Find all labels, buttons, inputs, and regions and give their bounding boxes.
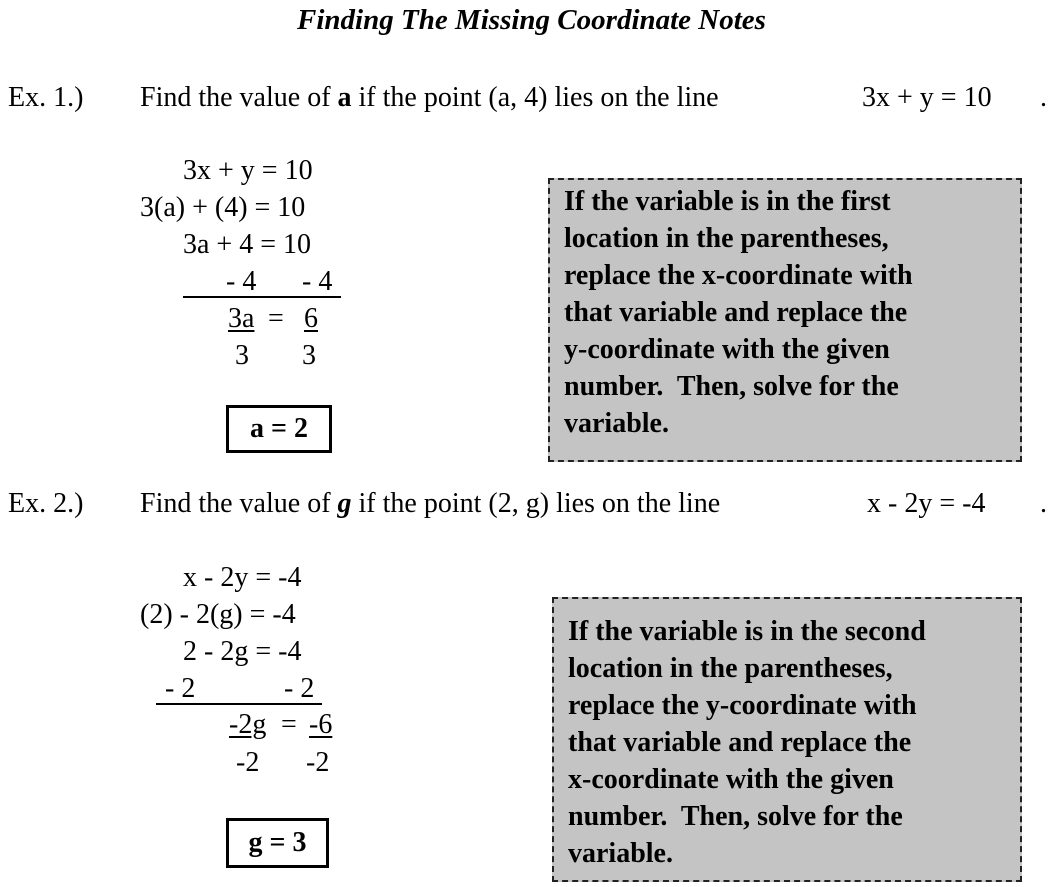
ex2-step-1: x - 2y = -4 [183,562,302,593]
example-1-prompt-after: if the point (a, 4) lies on the line [351,82,719,113]
ex2-note-box: If the variable is in the second location in the parentheses, replace the y-coordinate with that variable and replace the x-coordinate with the given number. Then, solve for the variable. [552,597,1022,882]
ex1-subtraction-rule [183,296,341,298]
ex1-step-5-right: 6 [304,303,318,334]
ex2-answer: g = 3 [248,827,307,858]
ex2-step-5-right: -6 [309,709,333,740]
example-1-prompt [140,84,719,112]
ex2-step-4-right: - 2 [284,673,315,704]
ex1-step-4-right: - 4 [302,266,333,297]
ex1-step-5-equals: = [268,303,284,334]
ex1-step-6-right: 3 [302,340,316,371]
ex2-step-5-equals: = [281,709,297,740]
ex1-step-5-left: 3a [228,303,255,334]
ex1-note-box: If the variable is in the first location in the parentheses, replace the x-coordinate with that variable and replace the y-coordinate with the given number. Then, solve for the variable. [548,178,1022,462]
example-2-line-equation: x - 2y = -4 [867,488,986,519]
example-1-variable: a [337,82,352,113]
example-2-prompt-after: if the point (2, g) lies on the line [351,488,721,519]
example-1-label: Ex. 1.) [8,82,84,113]
ex2-step-2: (2) - 2(g) = -4 [140,599,296,630]
ex2-step-6-left: -2 [236,747,260,778]
ex2-step-5-left: -2g [229,709,267,740]
ex1-step-2: 3(a) + (4) = 10 [140,192,306,223]
ex2-subtraction-rule [156,703,322,705]
example-2-label: Ex. 2.) [8,488,84,519]
ex2-step-4-left: - 2 [165,673,196,704]
ex1-answer-box [226,405,332,453]
example-1-period: . [1040,82,1047,113]
example-2-variable: g [337,488,352,519]
ex1-step-3: 3a + 4 = 10 [183,229,312,260]
example-1-line-equation: 3x + y = 10 [862,82,992,113]
example-2-prompt-before: Find the value of [140,488,338,519]
ex1-answer: a = 2 [250,413,308,444]
ex2-step-3: 2 - 2g = -4 [183,636,302,667]
ex2-answer-box [226,818,329,868]
example-1-prompt-before: Find the value of [140,82,338,113]
ex1-step-6-left: 3 [235,340,249,371]
example-2-period: . [1040,488,1047,519]
example-2-prompt [140,490,720,518]
ex2-step-6-right: -2 [306,747,330,778]
ex1-step-4-left: - 4 [226,266,257,297]
ex1-step-1: 3x + y = 10 [183,155,313,186]
page-title: Finding The Missing Coordinate Notes [297,4,766,36]
